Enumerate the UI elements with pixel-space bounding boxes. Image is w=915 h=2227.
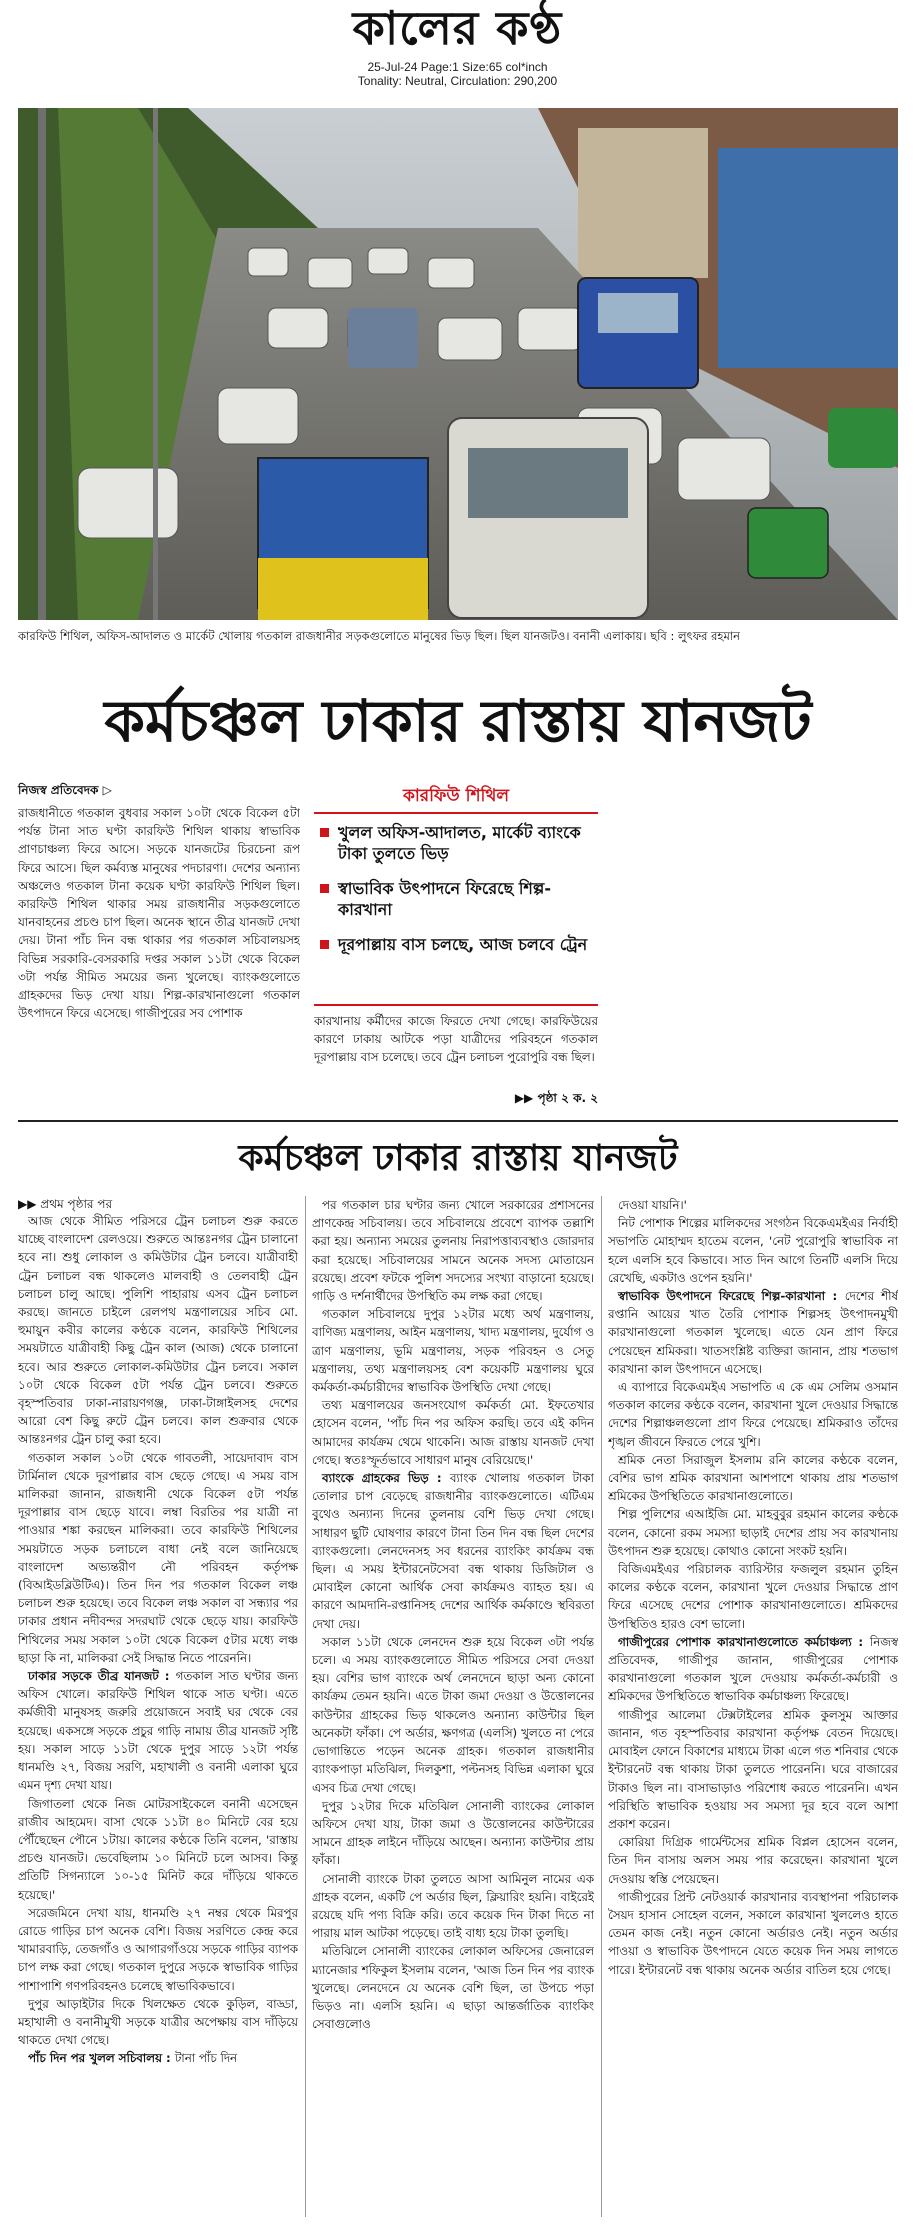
paragraph-text: সোনালী ব্যাংকে টাকা তুলতে আসা আমিনুল নামের এক গ্রাহক বলেন, একটি পে অর্ডার ছিল, ক্লিয়ারিং হয়নি। বাইরেই রয়েছে যদি পণ্য বিক্রি করি। তবে কয়েক দিন টাকা দিতে না পারায় মাল আটকা পড়েছে। তাই বাধ্য হয়ে টাকা তুলছি।	[312, 1871, 594, 1941]
article-paragraph	[608, 1706, 898, 1833]
traffic-photo	[18, 108, 898, 620]
paragraph-text: গাজীপুরের প্রিন্ট নেটওয়ার্ক কারখানার ব্যবস্থাপনা পরিচালক সৈয়দ হাসান সোহেল বলেন, সকালে কারখানা খুললেও হাতে তেমন কাজ নেই। নতুন কোনো অর্ডারও নেই। নতুন অর্ডার পাওয়া ও স্বাভাবিক উৎপাদনে যেতে কয়েক দিন সময় লাগতে পারে। ইন্টারনেট বন্ধ থাকায় অনেক অর্ডার বাতিল হয়ে গেছে।	[608, 1889, 898, 1977]
photo-caption: কারফিউ শিথিল, অফিস-আদালত ও মার্কেট খোলায় গতকাল রাজধানীর সড়কগুলোতে মানুষের ভিড় ছিল। ছিল যানজটও। বনানী এলাকায়। ছবি : লুৎফর রহমান	[18, 629, 741, 643]
article-paragraph	[18, 1995, 298, 2050]
red-square-icon	[320, 940, 329, 949]
paragraph-text: গতকাল সকাল ১০টা থেকে গাবতলী, সায়েদাবাদ বাস টার্মিনাল থেকে দূরপাল্লার বাস ছেড়ে গেছে। এ সময় বাস মালিকরা জানান, রাজধানী থেকে বিকেল ৫টা পর্যন্ত দূরপাল্লার বাস ছেড়ে যাবে। লম্বা বিরতির পর যাত্রী না পাওয়ার শঙ্কা করছেন মালিকরা। তবে কারফিউ শিথিলের সময়টাতে সড়ক চলাচলে বাধা নেই বলে জানিয়েছে বাংলাদেশ অভ্যন্তরীণ নৌ পরিবহন কর্তৃপক্ষ (বিআইডব্লিউটিএ)। তিন দিন পর গতকাল বিকেল লঞ্চ চলাচল শুরু হয়েছে। তবে বিকেল লঞ্চ সকাল বা সন্ধ্যার পর ঢাকার প্রধান নদীবন্দর সদরঘাট থেকে ছেড়ে যায়। কারফিউ শিথিলের সময় সকাল ১০টা থেকে বিকেল ৫টার মধ্যে লঞ্চ ছাড়া কি না, মালিকরা সেই সিদ্ধান্ত নিতে পারেননি।	[18, 1450, 298, 1665]
paragraph-text: তথ্য মন্ত্রণালয়ের জনসংযোগ কর্মকর্তা মো. ইফতেখার হোসেন বলেন, 'পাঁচ দিন পর অফিস করছি। তবে এই কদিন আমাদের কার্যক্রম থেমে থাকেনি। আজ রাস্তায় যানজট দেখা গেছে। স্বতঃস্ফূর্তভাবে সাধারণ মানুষ বেরিয়েছে।'	[312, 1398, 594, 1467]
paragraph-subheading: গাজীপুরের পোশাক কারখানাগুলোতে কর্মচাঞ্চল্য :	[618, 1634, 870, 1649]
article-paragraph	[608, 1287, 898, 1378]
clipping-meta-page: 25-Jul-24 Page:1 Size:65 col*inch	[367, 60, 548, 74]
article-paragraph	[608, 1888, 898, 1979]
paragraph-text: গতকাল সাত ঘণ্টার জন্য অফিস খোলে। কারফিউ শিথিল থাকে সাত ঘণ্টা। এতে কর্মজীবী মানুষসহ জরুরি প্রয়োজনে সবাই ঘর থেকে বের হয়েছে। একসঙ্গে সড়কে প্রচুর গাড়ি নামায় তীব্র যানজট সৃষ্টি হয়। সকাল সাড়ে ১১টা থেকে দুপুর সাড়ে ১২টা পর্যন্ত ধানমণ্ডি ২৭, বিজয় সরণি, মহাখালী ও বনানী এলাকা ঘুরে এমন দৃশ্য দেখা যায়।	[18, 1669, 298, 1793]
article-paragraph	[18, 1212, 298, 1449]
paragraph-text: দুপুর আড়াইটার দিকে খিলক্ষেত থেকে কুড়িল, বাড্ডা, মহাখালী ও বনানীমুখী সড়কে যাত্রীর অপেক্ষায় বাস দাঁড়িয়ে থাকতে দেখা গেছে।	[18, 1996, 298, 2048]
paragraph-subheading: স্বাভাবিক উৎপাদনে ফিরেছে শিল্প-কারখানা :	[618, 1289, 845, 1304]
paragraph-text: ব্যাংক খোলায় গতকাল টাকা তোলার চাপ বেড়েছে রাজধানীর ব্যাংকগুলোতে। এটিএম বুথেও অন্যান্য দিনের তুলনায় বেশি ভিড় দেখা গেছে। সাধারণ ছুটি ঘোষণার কারণে টানা তিন দিন বন্ধ ছিল দেশের ব্যাংকগুলো। লেনদেনসহ সব ধরনের ব্যাংকিং কার্যক্রম বন্ধ ছিল। এ সময় ইন্টারনেটসেবা বন্ধ থাকায় ডিজিটাল ও মোবাইল কোনো আর্থিক সেবা কার্যক্রমও ব্যাহত হয়। এ কারণে আমদানি-রপ্তানিসহ দেশের আর্থিক কর্মকাণ্ডে স্থবিরতা দেখা দেয়।	[312, 1471, 594, 1631]
byline: নিজস্ব প্রতিবেদক ▷	[18, 783, 112, 797]
article-paragraph	[312, 1633, 594, 1797]
paragraph-text: মতিঝিলে সোনালী ব্যাংকের লোকাল অফিসের জেনারেল ম্যানেজার শফিকুল ইসলাম বলেন, 'আজ তিন দিন পর ব্যাংক খুলেছে। লেনদেনে যে অনেক বেশি ছিল, তা উপচে পড়া ভিড়ও না। এলসি হয়নি। এ ছাড়া আন্তর্জাতিক ব্যাংকিং সেবাগুলোও	[312, 1944, 594, 2032]
column-divider	[601, 1196, 602, 2217]
article-column-3	[608, 1196, 898, 2217]
paragraph-subheading: পাঁচ দিন পর খুলল সচিবালয় :	[28, 2051, 175, 2066]
paragraph-text: নিট পোশাক শিল্পের মালিকদের সংগঠন বিকেএমইএর নির্বাহী সভাপতি মোহাম্মদ হাতেম বলেন, 'নেট পুরোপুরি স্বাভাবিক না হলে এলসি হবে কিভাবে। সাত দিন আগে তিনটি এলসি দিয়ে রেখেছি, একটাও ওপেন হয়নি।'	[608, 1216, 898, 1285]
paragraph-text: গতকাল সচিবালয়ে দুপুর ১২টার মধ্যে অর্থ মন্ত্রণালয়, বাণিজ্য মন্ত্রণালয়, আইন মন্ত্রণালয়, খাদ্য মন্ত্রণালয়, দুর্যোগ ও ত্রাণ মন্ত্রণালয়, ভূমি মন্ত্রণালয়, সড়ক পরিবহন ও সেতু মন্ত্রণালয়, তথ্য মন্ত্রণালয়সহ বেশ কয়েকটি মন্ত্রণালয় ঘুরে কর্মকর্তা-কর্মচারীদের স্বাভাবিক উপস্থিতি দেখা গেছে।	[312, 1307, 594, 1395]
continuation-headline: কর্মচঞ্চল ঢাকার রাস্তায় যানজট	[238, 1137, 678, 1179]
article-paragraph	[18, 1449, 298, 1667]
article-paragraph	[312, 1196, 594, 1305]
paragraph-subheading: ঢাকার সড়কে তীব্র যানজট :	[28, 1669, 176, 1684]
article-column-1	[18, 1212, 298, 2217]
article-paragraph	[312, 1870, 594, 1943]
paragraph-text: দেওয়া যায়নি।'	[618, 1198, 687, 1212]
paragraph-text: নিজস্ব প্রতিবেদক, গাজীপুর জানান, গাজীপুরের পোশাক কারখানাগুলো গতকাল খুলে দেওয়ায় কর্মকর্তা-কর্মচারী ও শ্রমিকদের উপস্থিতিতে স্বাভাবিক কর্মচাঞ্চল্য ফিরেছে।	[608, 1634, 898, 1704]
article-paragraph	[18, 1795, 298, 1904]
lead-paragraph: রাজধানীতে গতকাল বুধবার সকাল ১০টা থেকে বিকেল ৫টা পর্যন্ত টানা সাত ঘণ্টা কারফিউ শিথিল থাকায় স্বাভাবিক প্রাণচাঞ্চল্য ফিরে আসে। সড়কে যানজটের চিরচেনা রূপ ফিরে আসে। ছিল কর্মব্যস্ত মানুষের পদচারণা। দেশের অন্যান্য অঞ্চলেও গতকাল টানা কয়েক ঘণ্টা কারফিউ শিথিল ছিল। কারফিউ শিথিল থাকার সময় রাজধানীর সড়কগুলোতে যানবাহনের প্রচণ্ড চাপ ছিল। অনেক স্থানে তীব্র যানজট দেখা দেয়। টানা পাঁচ দিন বন্ধ থাকার পর গতকাল সচিবালয়সহ বিভিন্ন সরকারি-বেসরকারি দপ্তর সকাল ১১টা থেকে বিকেল ৩টা পর্যন্ত সীমিত সময়ের জন্য খুলেছে। ব্যাংকগুলোতে গ্রাহকদের ভিড় দেখা যায়। শিল্প-কারখানাগুলো গতকাল উৎপাদনে ফিরে এসেছে। গাজীপুরের সব পোশাক	[18, 806, 300, 1021]
article-paragraph	[608, 1196, 898, 1214]
article-paragraph	[608, 1378, 898, 1451]
paragraph-text: গাজীপুর আলেমা টেক্সটাইলের শ্রমিক কুলসুম আক্তার জানান, গত বৃহস্পতিবার কারখানা কর্তৃপক্ষ বেতন দিয়েছে। মোবাইল ফোনে বিকাশের মাধ্যমে টাকা এলে গত শনিবার থেকে ইন্টারনেট বন্ধ থাকায় টাকা তুলতে পারেননি। ঘরে বাজারের টাকাও ছিল না। বাসাভাড়াও পরিশোধ করতে পারেননি। এখন পরিস্থিতি স্বাভাবিক হওয়ায় সব সমস্যা দূর হবে বলে আশা প্রকাশ করেন।	[608, 1707, 898, 1831]
lead-continuation: কারখানায় কর্মীদের কাজে ফিরতে দেখা গেছে। কারফিউয়ের কারণে ঢাকায় আটকে পড়া যাত্রীদের পরিবহনে গতকাল দূরপাল্লায় বাস চলেছে। তবে ট্রেন চলাচল পুরোপুরি বন্ধ ছিল।	[314, 1014, 598, 1065]
article-paragraph	[608, 1633, 898, 1706]
paragraph-text: পর গতকাল চার ঘণ্টার জন্য খোলে সরকারের প্রশাসনের প্রাণকেন্দ্র সচিবালয়। তবে সচিবালয়ে প্রবেশে ব্যাপক তল্লাশি করা হয়। অন্যান্য সময়ের তুলনায় নিরাপত্তাব্যবস্থাও জোরদার করা হয়েছে। সচিবালয়ের সামনে অনেক সদস্য মোতায়েন রয়েছে। প্রবেশ ফটকে পুলিশ সদস্যের সংখ্যা বাড়ানো হয়েছে। গাড়ি ও দর্শনার্থীদের উপস্থিতি কম লক্ষ করা গেছে।	[312, 1198, 594, 1304]
curfew-box-top-rule	[314, 812, 598, 814]
highlight-bullet: খুলল অফিস-আদালত, মার্কেট ব্যাংকে টাকা তুলতে ভিড়	[320, 822, 592, 864]
paragraph-text: বিজিএমইএর পরিচালক ব্যারিস্টার ফজলুল রহমান তুহিন কালের কণ্ঠকে বলেন, কারখানা খুলে দেওয়ার সিদ্ধান্তে প্রাণ ফিরে এসেছে দেশের পোশাক কারখানাগুলোতে। শ্রমিকদের উপস্থিতিও হারও বেশ ভালো।	[608, 1562, 898, 1631]
column-divider	[305, 1196, 306, 2217]
article-paragraph	[312, 1469, 594, 1633]
main-headline: কর্মচঞ্চল ঢাকার রাস্তায় যানজট	[104, 687, 812, 755]
paragraph-text: শ্রমিক নেতা সিরাজুল ইসলাম রনি কালের কণ্ঠকে বলেন, বেশির ভাগ শ্রমিক কারখানা আশপাশে থাকায় প্রায় শতভাগ শ্রমিকের উপস্থিতিতে কারখানাগুলোতে।	[608, 1452, 898, 1504]
article-paragraph	[312, 1396, 594, 1469]
curfew-box-bottom-rule	[314, 1004, 598, 1006]
paragraph-text: এ ব্যাপারে বিকেএমইএ সভাপতি এ কে এম সেলিম ওসমান গতকাল কালের কণ্ঠকে বলেন, কারখানা খুলে দেওয়ার সিদ্ধান্তে দেশের শিল্পাঞ্চলগুলো প্রাণ ফিরে পেয়েছে। শ্রমিকরাও তাঁদের শৃঙ্খল জীবনে ফিরতে পেরে খুশি।	[608, 1380, 898, 1449]
highlight-bullet: স্বাভাবিক উৎপাদনে ফিরেছে শিল্প-কারখানা	[320, 878, 592, 920]
red-square-icon	[320, 828, 329, 837]
curfew-box-heading: কারফিউ শিথিল	[402, 786, 510, 806]
article-paragraph	[312, 1942, 594, 2033]
curfew-highlights-box	[314, 782, 598, 1008]
article-paragraph	[18, 1904, 298, 1995]
article-paragraph	[608, 1451, 898, 1506]
section-divider	[18, 1120, 898, 1122]
paragraph-text: সরেজমিনে দেখা যায়, ধানমণ্ডি ২৭ নম্বর থেকে মিরপুর রোডে গাড়ির চাপ অনেক বেশি। বিজয় সরণিতে কেন্দ্র করে খামারবাড়ি, তেজগাঁও ও আগারগাঁওয়ে সড়কে গাড়ির ব্যাপক চাপ লক্ষ করা গেছে। গতকাল দুপুরে সড়কে স্বাভাবিক গাড়ির পাশাপাশি গণপরিবহনও চলেছে স্বাভাবিকভাবে।	[18, 1905, 298, 1993]
article-paragraph	[312, 1797, 594, 1870]
paragraph-text: আজ থেকে সীমিত পরিসরে ট্রেন চলাচল শুরু করতে যাচ্ছে বাংলাদেশ রেলওয়ে। শুরুতে আন্তঃনগর ট্রেন চালানো হবে না। শুধু লোকাল ও কমিউটার ট্রেন চলবে। যাত্রীবাহী ট্রেন চলাচল বন্ধ থাকলেও মালবাহী ও তেলবাহী ট্রেন চলাচল চালু আছে। পুলিশি পাহারায় এসব ট্রেন চলাচল করছে। জানতে চাইলে রেলপথ মন্ত্রণালয়ের সচিব মো. হুমায়ুন কবীর কালের কণ্ঠকে বলেন, কারফিউ শিথিলের সময়টাতে যাত্রীবাহী কিছু ট্রেন কাল (আজ) থেকে চালানো হবে। আর শুরুতে লোকাল-কমিউটার ট্রেন চলবে। সকাল ১০টা থেকে বিকেল ৫টা পর্যন্ত ট্রেন চলবে। শুরুতে বৃহস্পতিবার ঢাকা-নারায়ণগঞ্জ, ঢাকা-টাঙ্গাইলসহ দেশের আরো বেশ কিছু রুটে ট্রেন চলবে। কাল শুক্রবার থেকে আন্তঃনগর ট্রেন চালু করা হবে।	[18, 1214, 298, 1447]
article-paragraph	[608, 1560, 898, 1633]
article-paragraph	[18, 1667, 298, 1794]
continued-from-front-page: ▶▶ প্রথম পৃষ্ঠার পর	[18, 1197, 113, 1211]
clipping-meta-tonality: Tonality: Neutral, Circulation: 290,200	[357, 74, 558, 88]
continued-on-page-link[interactable]: ▶▶ পৃষ্ঠা ২ ক. ২	[514, 1091, 598, 1105]
paragraph-text: টানা পাঁচ দিন	[174, 2051, 238, 2066]
traffic-photo-illustration	[18, 108, 898, 620]
highlight-bullet: দূরপাল্লায় বাস চলছে, আজ চলবে ট্রেন	[320, 934, 592, 955]
paragraph-text: জিগাতলা থেকে নিজ মোটরসাইকেলে বনানী এসেছেন রাজীব আহমেদ। বাসা থেকে ১১টা ৪০ মিনিটে বের হয়ে পৌঁছেছেন পৌনে ১টায়। কালের কণ্ঠকে তিনি বলেন, 'রাস্তায় প্রচণ্ড যানজট। ভেবেছিলাম ১০ মিনিটে চলে আসব। কিন্তু প্রতিটি সিগন্যালে ১০-১৫ মিনিট করে দাঁড়িয়ে থাকতে হয়েছে।'	[18, 1796, 298, 1902]
paragraph-text: দুপুর ১২টার দিকে মতিঝিল সোনালী ব্যাংকের লোকাল অফিসে দেখা যায়, টাকা জমা ও উত্তোলনের কাউন্টারের সামনে গ্রাহক লাইনে দাঁড়িয়ে আছেন। অন্যান্য কাউন্টার প্রায় ফাঁকা।	[312, 1798, 594, 1868]
paragraph-text: সকাল ১১টা থেকে লেনদেন শুরু হয়ে বিকেল ৩টা পর্যন্ত চলে। এ সময় ব্যাংকগুলোতে সীমিত পরিসরে সেবা দেওয়া হয়। বেশির ভাগ ব্যাংকে অর্থ লেনদেনে ছাড়া অন্য কোনো কার্যক্রম তেমন হয়নি। এতে টাকা জমা দেওয়া ও উত্তোলনের কাউন্টার গ্রাহকের ভিড় থাকলেও অন্যান্য কাউন্টার ছিল অনেকটা ফাঁকা। পে অর্ডার, ক্ষণগত্র (এলসি) খুলতে না পেরে ভোগান্তিতে পড়েন অনেক গ্রাহক। গতকাল রাজধানীর ব্যাংকপাড়া মতিঝিল, দিলকুশা, পল্টনসহ বিভিন্ন এলাকা ঘুরে এসব চিত্র দেখা গেছে।	[312, 1634, 594, 1795]
article-column-2	[312, 1196, 594, 2217]
article-paragraph	[608, 1833, 898, 1888]
paragraph-text: দেশের শীর্ষ রপ্তানি আয়ের খাত তৈরি পোশাক শিল্পসহ উৎপাদনমুখী কারখানাগুলো গতকাল খুলেছে। এতে যেন প্রাণ ফিরে পেয়েছেন শ্রমিকরা। খাতসংশ্লিষ্ট ব্যক্তিরা জানান, প্রায় শতভাগ কারখানা কাল উৎপাদনে এসেছে।	[608, 1289, 898, 1376]
paragraph-text: কোরিয়া দিগ্রিক গার্মেন্টসের শ্রমিক বিপ্লল হোসেন বলেন, তিন দিন বাসায় অলস সময় পার করেছেন। কারখানা খুলে দেওয়ায় স্বস্তি পেয়েছেন।	[608, 1835, 898, 1886]
article-paragraph	[608, 1505, 898, 1560]
paragraph-subheading: ব্যাংকে গ্রাহকের ভিড় :	[322, 1471, 450, 1486]
article-paragraph	[608, 1214, 898, 1287]
masthead	[0, 0, 915, 100]
paragraph-text: শিল্প পুলিশের এআইজি মো. মাহবুবুর রহমান কালের কণ্ঠকে বলেন, কোনো রকম সমস্যা ছাড়াই দেশের প্রায় সব কারখানায় উৎপাদন শুরু হয়েছে। কোথাও কোনো সংকট হয়নি।	[608, 1507, 898, 1558]
newspaper-title: কালের কণ্ঠ	[352, 1, 563, 55]
article-paragraph	[312, 1305, 594, 1396]
red-square-icon	[320, 884, 329, 893]
article-paragraph	[18, 2049, 298, 2067]
